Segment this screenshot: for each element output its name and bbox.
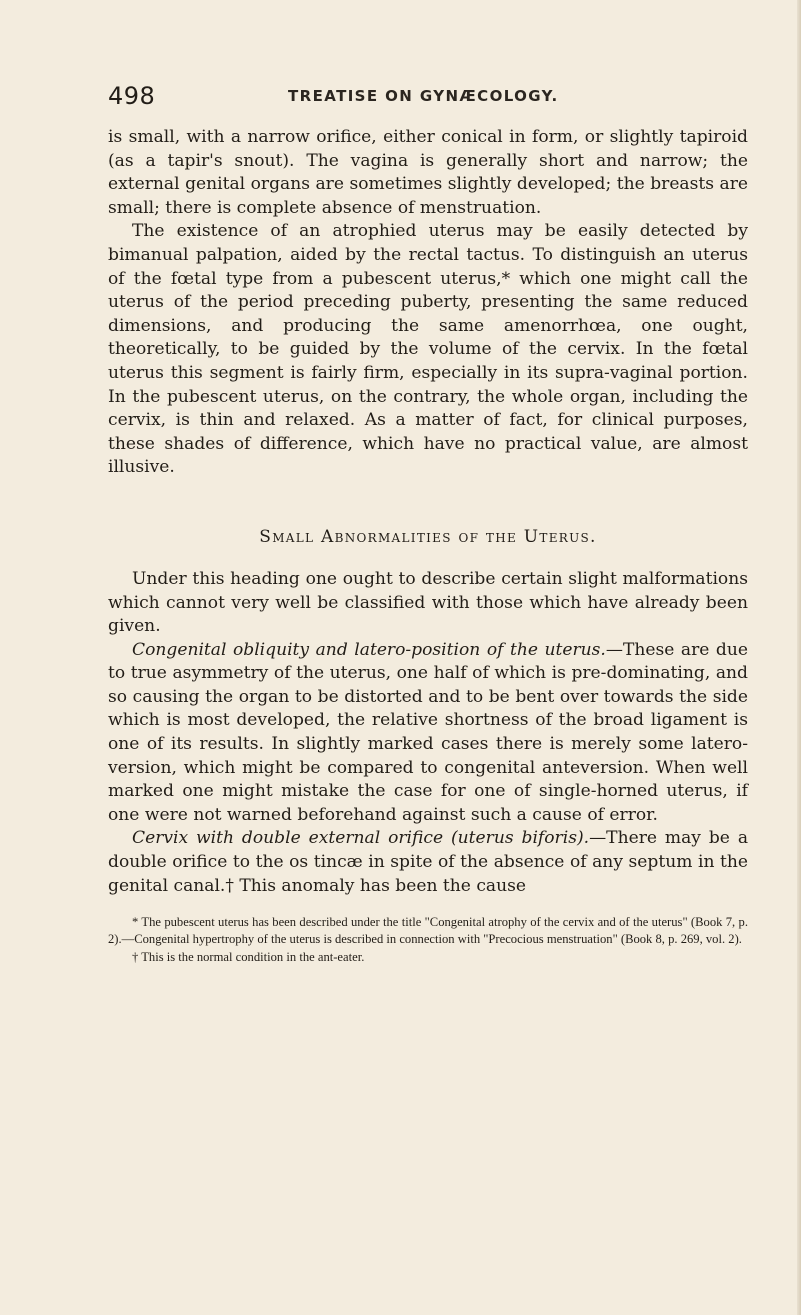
section-heading: Small Abnormalities of the Uterus. — [259, 526, 597, 547]
page-edge — [797, 0, 801, 1315]
subsection-cervix — [108, 827, 748, 898]
footnote-dagger: † This is the normal condition in the ant-eater. — [132, 949, 365, 964]
page-number: 498 — [108, 82, 156, 110]
page-body — [108, 126, 748, 966]
paragraph-atrophied-uterus: The existence of an atrophied uterus may be easily detected by bimanual palpation, aided by the rectal tactus. To distinguish an uterus of the fœtal type from a pubescent uterus,* which one might call the uterus of the period preceding puberty, presenting the same reduced dimensions, and producing the same amenorrhœa, one ought, theoretically, to be guided by the volume of the cervix. In the fœtal uterus this segment is fairly firm, especially in its supra-vaginal portion. In the pubescent uterus, on the contrary, the whole organ, including the cervix, is thin and relaxed. As a matter of fact, for clinical purposes, these shades of difference, which have no practical value, are almost illusive. — [108, 221, 748, 478]
paragraph-continuation: is small, with a narrow orifice, either conical in form, or slightly tapiroid (as a tapir's snout). The vagina is generally short and narrow; the external genital organs are sometimes slightly developed; the breasts are small; there is complete absence of menstruation. — [108, 127, 748, 218]
running-head: TREATISE ON GYNÆCOLOGY. — [288, 87, 559, 105]
subsection-text-cervix: —There may be a double orifice to the os tincæ in spite of the absence of any septum in the genital canal.† This anomaly has been the cause — [108, 828, 749, 896]
page-header — [108, 82, 748, 112]
subsection-obliquity — [108, 639, 748, 828]
subsection-title-cervix: Cervix with double external orifice (uterus biforis). — [132, 828, 590, 849]
footnotes — [108, 914, 748, 966]
footnote-star: * The pubescent uterus has been described under the title "Congenital atrophy of the cervix and of the uterus" (Book 7, p. 2).—Congenital hypertrophy of the uterus is described in connection with "Precocious menstruation" (Book 8, p. 269, vol. 2). — [108, 915, 748, 947]
subsection-text-obliquity: —These are due to true asymmetry of the uterus, one half of which is pre-dominating, and so causing the organ to be distorted and to be bent over towards the side which is most developed, the relative shortness of the broad ligament is one of its results. In slightly marked cases there is merely some latero-version, which might be compared to congenital anteversion. When well marked one might mistake the case for one of single-horned uterus, if one were not warned beforehand against such a cause of error. — [108, 639, 748, 825]
section-intro: Under this heading one ought to describe certain slight malformations which cannot very well be classified with those which have already been given. — [108, 568, 748, 637]
subsection-title-obliquity: Congenital obliquity and latero-position of the uterus. — [132, 639, 606, 660]
